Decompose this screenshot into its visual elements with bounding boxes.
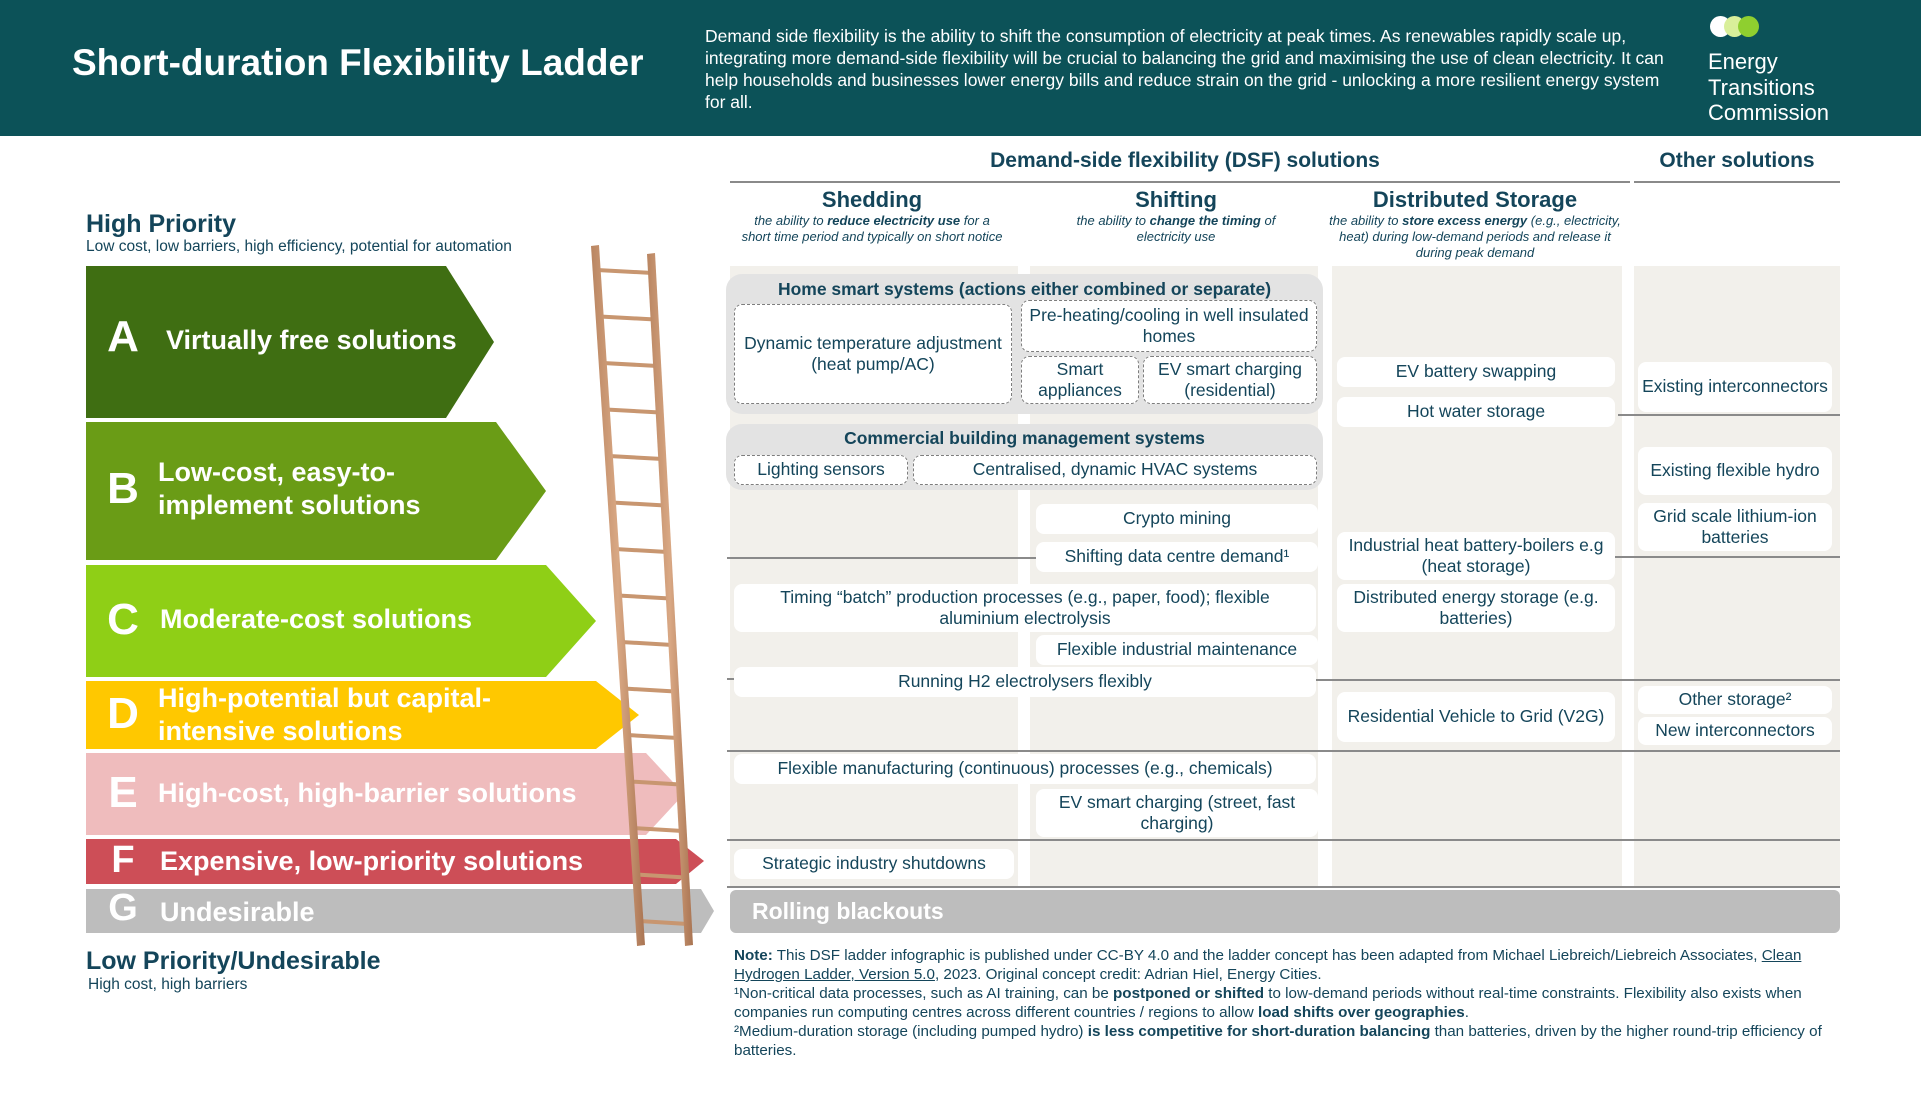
dsf-header — [730, 148, 1640, 174]
logo-line: Energy — [1708, 49, 1778, 74]
tier-c-letter: C — [107, 595, 139, 644]
card-batch-production: Timing “batch” production processes (e.g., paper, food); flexible aluminium electrolysis — [734, 584, 1316, 632]
other-column — [1634, 266, 1840, 888]
logo-line: Commission — [1708, 100, 1830, 125]
row-divider — [727, 750, 1840, 752]
tier-g-letter: G — [108, 887, 138, 929]
ladder-rung — [624, 689, 675, 692]
card-existing-interconnectors: Existing interconnectors — [1638, 362, 1832, 412]
ladder-rung — [603, 363, 658, 366]
card-crypto-mining: Crypto mining — [1036, 504, 1318, 534]
page-title: Short-duration Flexibility Ladder — [72, 42, 644, 83]
other-header-rule — [1634, 181, 1840, 183]
tier-e-label: High-cost, high-barrier solutions — [158, 778, 577, 808]
note-text: . — [1464, 1004, 1469, 1021]
logo-line: Transitions — [1708, 74, 1815, 100]
card-ev-street-charging: EV smart charging (street, fast charging) — [1036, 789, 1318, 837]
note-3 — [734, 1022, 1844, 1060]
shedding-header — [738, 187, 1006, 245]
card-hvac-systems: Centralised, dynamic HVAC systems — [913, 455, 1317, 485]
ladder-rung — [612, 503, 665, 506]
ladder-rung — [630, 782, 680, 785]
card-grid-lithium-ion: Grid scale lithium-ion batteries — [1638, 503, 1832, 551]
ladder-rung — [639, 921, 687, 924]
ladder-rung — [633, 828, 682, 831]
card-smart-appliances: Smart appliances — [1021, 356, 1139, 404]
tier-d — [86, 681, 641, 749]
sub-text: the ability to — [1329, 213, 1403, 228]
ladder-illustration — [580, 240, 700, 950]
ladder-rung — [615, 549, 667, 552]
note-text: This DSF ladder infographic is published under CC-BY 4.0 and the ladder concept has been adapted from Michael Liebreich/Liebreich Associates, — [772, 947, 1762, 964]
sub-text: for a short time period and typically on short notice — [741, 213, 1003, 244]
tier-b — [86, 422, 548, 560]
card-new-interconnectors: New interconnectors — [1638, 717, 1832, 745]
ladder-rung — [609, 456, 663, 459]
tier-d-letter: D — [107, 689, 139, 738]
card-h2-electrolysers: Running H2 electrolysers flexibly — [734, 667, 1316, 697]
row-divider — [1314, 679, 1840, 681]
tier-a-letter: A — [107, 312, 139, 361]
sub-bold: reduce electricity use — [827, 213, 961, 228]
card-strategic-shutdowns: Strategic industry shutdowns — [734, 849, 1014, 879]
tier-b-letter: B — [107, 464, 139, 513]
tier-g-label: Undesirable — [160, 897, 315, 927]
note-text: ¹Non-critical data processes, such as AI training, can be — [734, 985, 1114, 1002]
sub-text: (e.g., electricity, heat) during low-demand periods and release it during peak demand — [1339, 213, 1621, 260]
shedding-subtitle — [738, 213, 1006, 245]
storage-subtitle — [1325, 213, 1625, 261]
card-industrial-heat-battery: Industrial heat battery-boilers e.g (heat storage) — [1337, 532, 1615, 580]
note-1 — [734, 946, 1844, 984]
card-ev-residential: EV smart charging (residential) — [1143, 356, 1317, 404]
tier-a-label: Virtually free solutions — [166, 325, 457, 355]
shifting-header — [1042, 187, 1310, 245]
card-other-storage: Other storage² — [1638, 686, 1832, 714]
card-flexible-manufacturing: Flexible manufacturing (continuous) processes (e.g., chemicals) — [734, 754, 1316, 784]
logo-dot-green — [1738, 16, 1759, 37]
dsf-header-rule — [730, 181, 1630, 183]
sub-text: of electricity use — [1136, 213, 1276, 244]
tier-f-letter: F — [111, 839, 135, 881]
note-bold: postponed or shifted — [1113, 985, 1265, 1002]
high-priority-title: High Priority — [86, 210, 237, 238]
sub-text: the ability to — [754, 213, 828, 228]
intro-paragraph: Demand side flexibility is the ability to shift the consumption of electricity at peak times. As renewables rapidly scale up, integrating more demand-side flexibility will be crucial to balancing the grid and maximising the use of clean electricity. It can help households and businesses lower energy bills and reduce strain on the grid - unlocking a more resilient energy system for all. — [705, 26, 1664, 112]
card-dynamic-temperature: Dynamic temperature adjustment (heat pump/AC) — [734, 304, 1012, 404]
note-text: ²Medium-duration storage (including pumped hydro) — [734, 1023, 1088, 1040]
sub-text: the ability to — [1076, 213, 1150, 228]
tier-d-label: High-potential but capital- intensive solutions — [158, 683, 491, 746]
tier-f-label: Expensive, low-priority solutions — [160, 846, 584, 876]
note-text: , 2023. Original concept credit: Adrian Hiel, Energy Cities. — [934, 966, 1322, 983]
card-existing-hydro: Existing flexible hydro — [1638, 447, 1832, 495]
dsf-title: Demand-side flexibility (DSF) solutions — [990, 149, 1380, 172]
home-group-label: Home smart systems (actions either combined or separate) — [777, 279, 1272, 299]
low-priority-title: Low Priority/Undesirable — [86, 947, 381, 975]
storage-header — [1325, 187, 1625, 261]
note-label: Note: — [734, 947, 773, 964]
ladder-rung — [627, 735, 677, 738]
ladder-rung — [606, 410, 660, 413]
ladder-rung — [621, 642, 672, 645]
note-text: than batteries, driven by the higher round-trip efficiency of batteries. — [734, 1023, 1822, 1059]
row-divider — [1618, 414, 1840, 416]
card-distributed-energy-storage: Distributed energy storage (e.g. batteries) — [1337, 584, 1615, 632]
low-priority-subtitle: High cost, high barriers — [88, 976, 248, 993]
note-text: to low-demand periods without real-time constraints. Flexibility also exists when companies run computing centres across different countries / regions to allow — [734, 985, 1802, 1021]
ladder-rung — [600, 317, 655, 320]
other-header — [1634, 148, 1840, 174]
other-title: Other solutions — [1659, 149, 1815, 172]
storage-title: Distributed Storage — [1372, 187, 1578, 212]
ladder-rung — [618, 596, 670, 599]
shifting-subtitle — [1042, 213, 1310, 245]
note-bold: load shifts over geographies — [1257, 1004, 1465, 1021]
sub-bold: store excess energy — [1402, 213, 1528, 228]
card-data-centre: Shifting data centre demand¹ — [1036, 542, 1318, 572]
footnotes — [734, 946, 1844, 1060]
tier-c-label: Moderate-cost solutions — [160, 604, 473, 634]
row-divider — [727, 886, 1840, 888]
clean-hydrogen-ladder-link[interactable]: Clean Hydrogen Ladder, Version 5.0 — [734, 947, 1802, 983]
card-lighting-sensors: Lighting sensors — [734, 455, 908, 485]
card-preheating: Pre-heating/cooling in well insulated homes — [1021, 300, 1317, 352]
card-ev-battery-swapping: EV battery swapping — [1337, 357, 1615, 387]
card-hot-water-storage: Hot water storage — [1337, 397, 1615, 427]
logo-text — [1708, 49, 1829, 126]
card-v2g: Residential Vehicle to Grid (V2G) — [1337, 692, 1615, 742]
card-flexible-maintenance: Flexible industrial maintenance — [1036, 635, 1318, 665]
tier-b-label: Low-cost, easy-to- implement solutions — [158, 457, 421, 520]
rolling-blackouts-bar: Rolling blackouts — [730, 890, 1840, 933]
tier-c — [86, 565, 598, 677]
note-2 — [734, 984, 1844, 1022]
shifting-title: Shifting — [1135, 187, 1217, 212]
sub-bold: change the timing — [1149, 213, 1261, 228]
etc-logo-icon — [1710, 16, 1780, 38]
row-divider — [1614, 556, 1840, 558]
tier-a — [86, 266, 496, 418]
ladder-rung — [597, 270, 653, 273]
high-priority-subtitle: Low cost, low barriers, high efficiency, potential for automation — [86, 238, 512, 255]
shedding-title: Shedding — [821, 187, 923, 212]
note-bold: is less competitive for short-duration balancing — [1087, 1023, 1431, 1040]
row-divider — [727, 839, 1840, 841]
ladder-rung — [636, 875, 685, 878]
tier-e-letter: E — [108, 768, 138, 817]
commercial-group-label: Commercial building management systems — [844, 428, 1205, 448]
